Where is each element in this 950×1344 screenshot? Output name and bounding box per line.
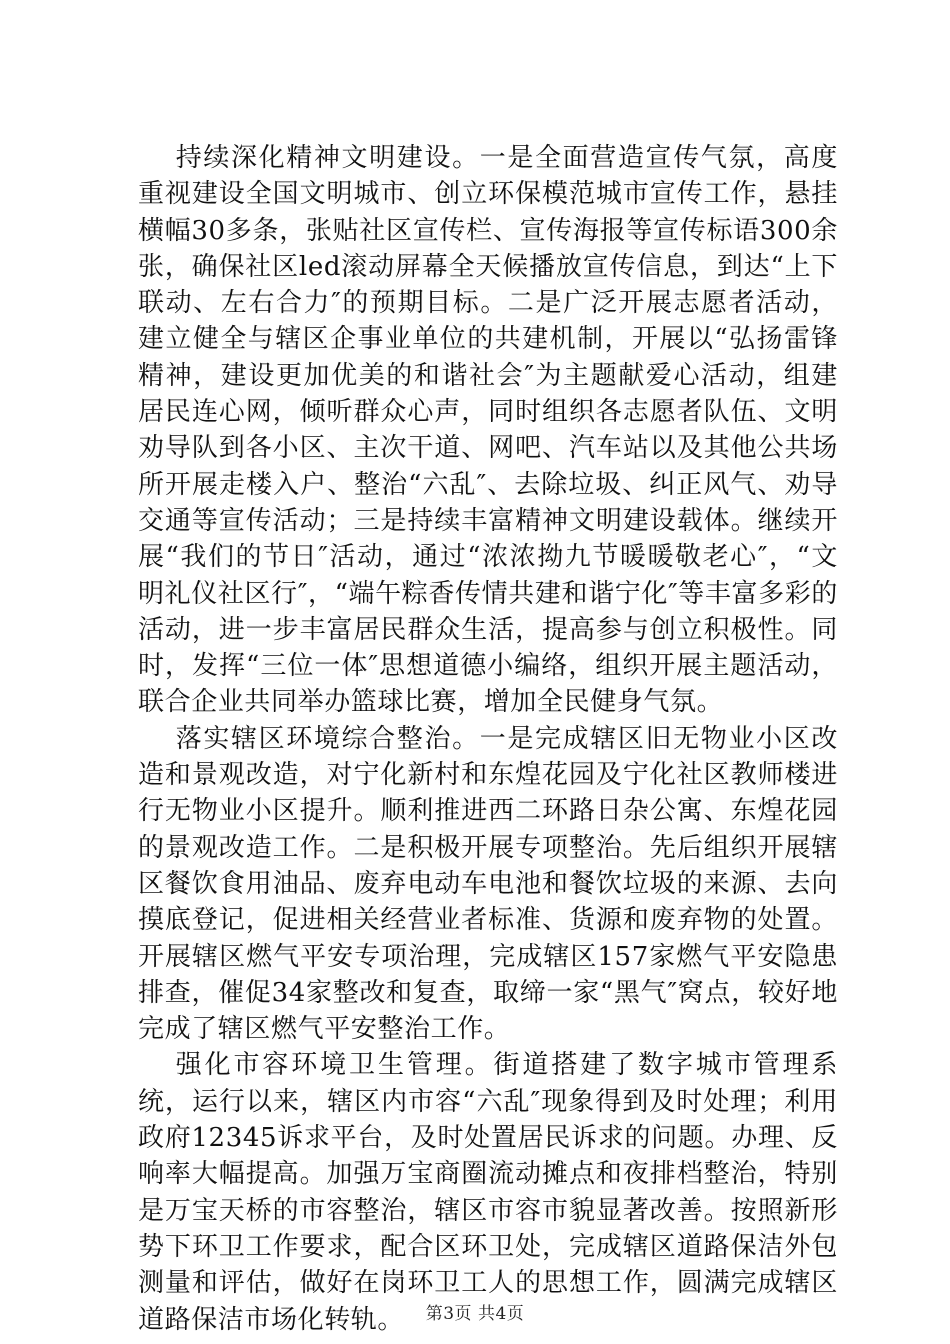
paragraph-city-sanitation: 强化市容环境卫生管理。街道搭建了数字城市管理系统，运行以来，辖区内市容“六乱″现象得到及时处理；利用政府12345诉求平台，及时处置居民诉求的问题。办理、反响率大幅提高。加强万宝商圈流动摊点和夜排档整治，特别是万宝天桥的市容整治，辖区市容市貌显著改善。按照新形势下环卫工作要求，配合区环卫处，完成辖区道路保洁外包测量和评估，做好在岗环卫工人的思想工作，圆满完成辖区道路保洁市场化转轨。 (138, 1050, 838, 1335)
paragraph-spiritual-civilization: 持续深化精神文明建设。一是全面营造宣传气氛，高度重视建设全国文明城市、创立环保模范城市宣传工作，悬挂横幅30多条，张贴社区宣传栏、宣传海报等宣传标语300余张，确保社区led滚动屏幕全天候播放宣传信息，到达“上下联动、左右合力″的预期目标。二是广泛开展志愿者活动，建立健全与辖区企事业单位的共建机制，开展以“弘扬雷锋精神，建设更加优美的和谐社会″为主题献爱心活动，组建居民连心网，倾听群众心声，同时组织各志愿者队伍、文明劝导队到各小区、主次干道、网吧、汽车站以及其他公共场所开展走楼入户、整治“六乱″、去除垃圾、纠正风气、劝导交通等宣传活动；三是持续丰富精神文明建设载体。继续开展“我们的节日″活动，通过“浓浓拗九节暖暖敬老心″，“文明礼仪社区行″，“端午粽香传情共建和谐宁化″等丰富多彩的活动，进一步丰富居民群众生活，提高参与创立积极性。同时，发挥“三位一体″思想道德小编络，组织开展主题活动，联合企业共同举办篮球比赛，增加全民健身气氛。 (138, 143, 838, 718)
page-number-footer: 第3页 共4页 (425, 1304, 525, 1324)
paragraph-environment-rectification: 落实辖区环境综合整治。一是完成辖区旧无物业小区改造和景观改造，对宁化新村和东煌花园及宁化社区教师楼进行无物业小区提升。顺利推进西二环路日杂公寓、东煌花园的景观改造工作。二是积极开展专项整治。先后组织开展辖区餐饮食用油品、废弃电动车电池和餐饮垃圾的来源、去向摸底登记，促进相关经营业者标准、货源和废弃物的处置。开展辖区燃气平安专项治理，完成辖区157家燃气平安隐患排查，催促34家整改和复查，取缔一家“黑气″窝点，较好地完成了辖区燃气平安整治工作。 (138, 723, 838, 1045)
document-body (138, 140, 838, 1338)
